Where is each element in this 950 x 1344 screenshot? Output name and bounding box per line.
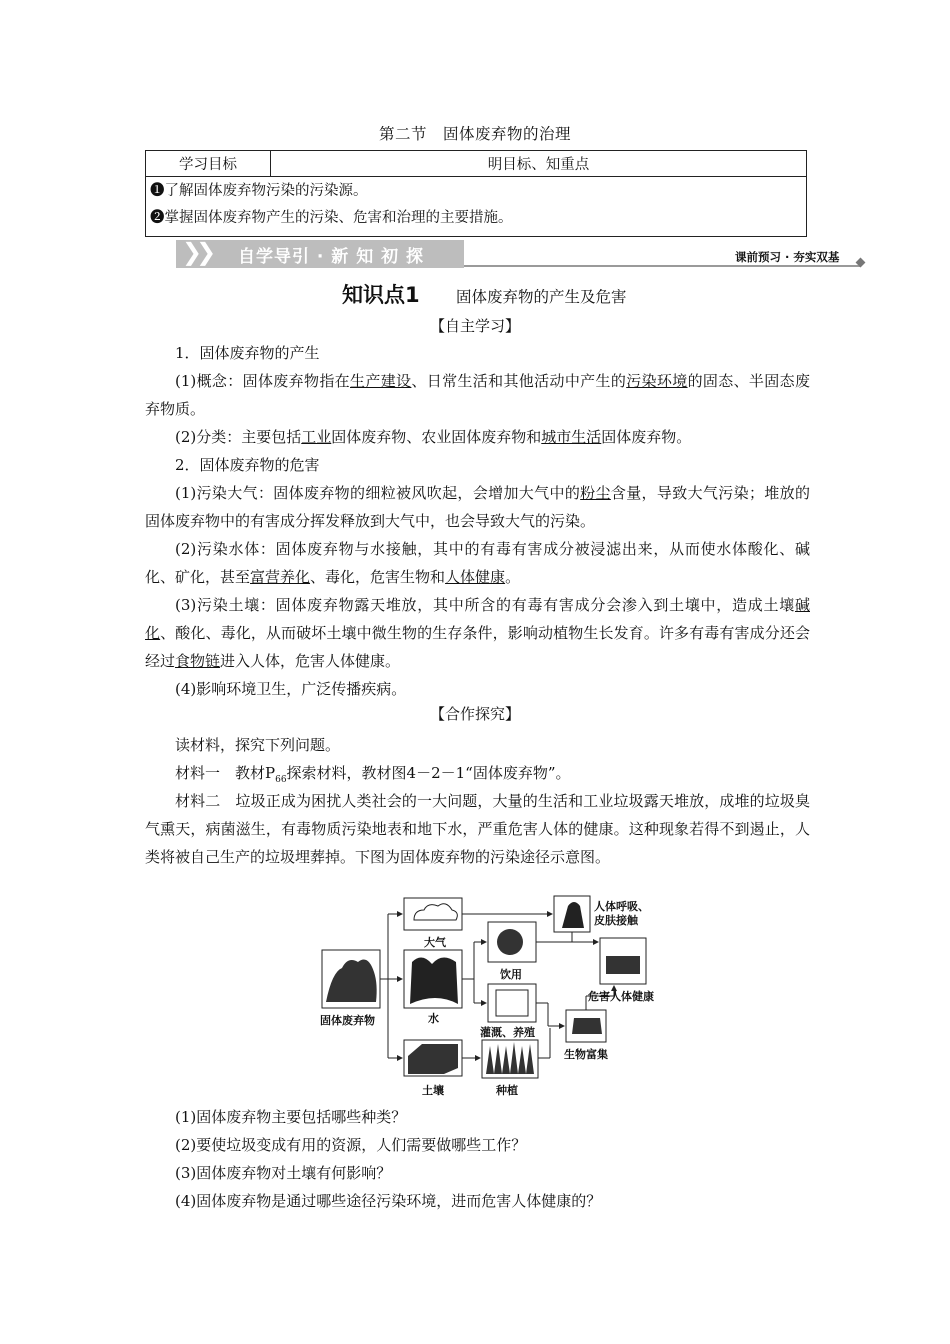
- page-subscript: 66: [275, 775, 287, 785]
- cooperation-intro: 读材料，探究下列问题。: [175, 736, 341, 754]
- water-figure-icon: [410, 957, 458, 1004]
- text: (3)污染土壤：固体废弃物露天堆放，其中所含的有毒有害成分会渗入到土壤中，造成土壤: [175, 596, 795, 614]
- air-pollution-paragraph: [145, 479, 810, 535]
- text: 、毒化，危害生物和: [310, 568, 446, 586]
- text: 、日常生活和其他活动中产生的: [411, 372, 627, 390]
- text: (2)分类：主要包括: [175, 428, 302, 446]
- text: (1)概念：固体废弃物指在: [175, 372, 351, 390]
- underlined-answer: 污染环境: [626, 372, 688, 390]
- goals-col2: 明目标、知重点: [271, 151, 807, 177]
- goal-item-2: ➋掌握固体废弃物产生的污染、危害和治理的主要措施。: [150, 210, 513, 226]
- text: 固体废弃物。: [601, 428, 692, 446]
- underlined-answer: 生产建设: [350, 372, 412, 390]
- hygiene-paragraph: (4)影响环境卫生，广泛传播疾病。: [175, 680, 407, 698]
- label-harm: 危害人体健康: [588, 990, 654, 1003]
- goals-table: [145, 150, 807, 237]
- classification-paragraph: [145, 423, 810, 451]
- label-bio: 生物富集: [564, 1048, 608, 1061]
- underlined-answer: 城市生活: [541, 428, 602, 446]
- label-drink: 饮用: [500, 968, 522, 981]
- label-breath-2: 皮肤接触: [594, 914, 638, 927]
- text: (2)污染水体：固体废弃物与水接触，其中的有毒有害成分被浸滤出来，从而使水体酸化、碱化、矿化，甚至: [145, 540, 810, 586]
- self-study-header: 【自主学习】: [429, 317, 520, 335]
- question-4: (4)固体废弃物是通过哪些途径污染环境，进而危害人体健康的？: [175, 1192, 602, 1210]
- text: 。: [505, 568, 521, 586]
- cooperation-header: 【合作探究】: [429, 705, 520, 723]
- text: 探索材料，教材图4－2－1“固体废弃物”。: [286, 764, 571, 782]
- page-title: 第二节 固体废弃物的治理: [378, 125, 571, 143]
- cow-icon: [572, 1018, 602, 1034]
- section1-title: 1．固体废弃物的产生: [175, 344, 320, 362]
- goal-item-1: ➊了解固体废弃物污染的污染源。: [150, 183, 368, 199]
- text: 、酸化、毒化，从而破坏土壤中微生物的生存条件，影响动植物生长发育。许多有毒有害成分还会经过: [145, 624, 810, 670]
- underlined-answer: 工业: [301, 428, 332, 446]
- goals-col1: 学习目标: [146, 151, 271, 177]
- underlined-answer: 富营养化: [250, 568, 311, 586]
- question-3: (3)固体废弃物对土壤有何影响？: [175, 1164, 392, 1182]
- material-two: 材料二 垃圾正成为困扰人类社会的一大问题，大量的生活和工业垃圾露天堆放，成堆的垃圾臭气熏天，病菌滋生，有毒物质污染地表和地下水，严重危害人体的健康。这种现象若得不到遏止，人类将被自己生产的垃圾埋葬掉。下图为固体废弃物的污染途径示意图。: [145, 792, 810, 866]
- underlined-answer: 粉尘: [580, 484, 611, 502]
- question-1: (1)固体废弃物主要包括哪些种类？: [175, 1108, 407, 1126]
- water-pollution-paragraph: [145, 535, 810, 591]
- knowledge-point-title: 固体废弃物的产生及危害: [456, 288, 627, 306]
- banner-right-note: 课前预习 · 夯实双基: [735, 250, 840, 264]
- question-2: (2)要使垃圾变成有用的资源，人们需要做哪些工作？: [175, 1136, 527, 1154]
- underlined-answer: 碱化: [145, 596, 810, 642]
- text: 含量，导致大气污染；堆放的固体废弃物中的有害成分挥发释放到大气中，也会导致大气的污染。: [145, 484, 810, 530]
- text: 材料一 教材P: [175, 764, 276, 782]
- text: 固体废弃物、农业固体废弃物和: [331, 428, 542, 446]
- pollution-pathway-diagram: [318, 892, 678, 1100]
- underlined-answer: 食物链: [175, 652, 221, 670]
- underlined-answer: 人体健康: [445, 568, 506, 586]
- label-plant: 种植: [496, 1084, 518, 1097]
- field-icon: [496, 990, 528, 1016]
- label-waste: 固体废弃物: [320, 1014, 375, 1027]
- knowledge-point-label: 知识点1: [342, 283, 420, 307]
- chevron-icon: ❯❯: [182, 238, 211, 266]
- label-air: 大气: [424, 936, 446, 949]
- section2-title: 2．固体废弃物的危害: [175, 456, 320, 474]
- banner-rule: [464, 265, 860, 267]
- banner-text: 自学导引 · 新 知 初 探: [238, 247, 425, 267]
- label-soil: 土壤: [422, 1084, 444, 1097]
- text: 的固态、半固态废弃物质。: [145, 372, 810, 418]
- label-irrigate: 灌溉、养殖: [480, 1026, 535, 1039]
- text: (1)污染大气：固体废弃物的细粒被风吹起，会增加大气中的: [175, 484, 581, 502]
- soil-pollution-paragraph: [145, 591, 810, 675]
- patient-icon: [606, 956, 640, 974]
- drink-face-icon: [497, 929, 523, 955]
- concept-paragraph: [145, 367, 810, 423]
- label-water: 水: [428, 1012, 439, 1025]
- label-breath-1: 人体呼吸、: [594, 900, 649, 913]
- text: 进入人体，危害人体健康。: [220, 652, 401, 670]
